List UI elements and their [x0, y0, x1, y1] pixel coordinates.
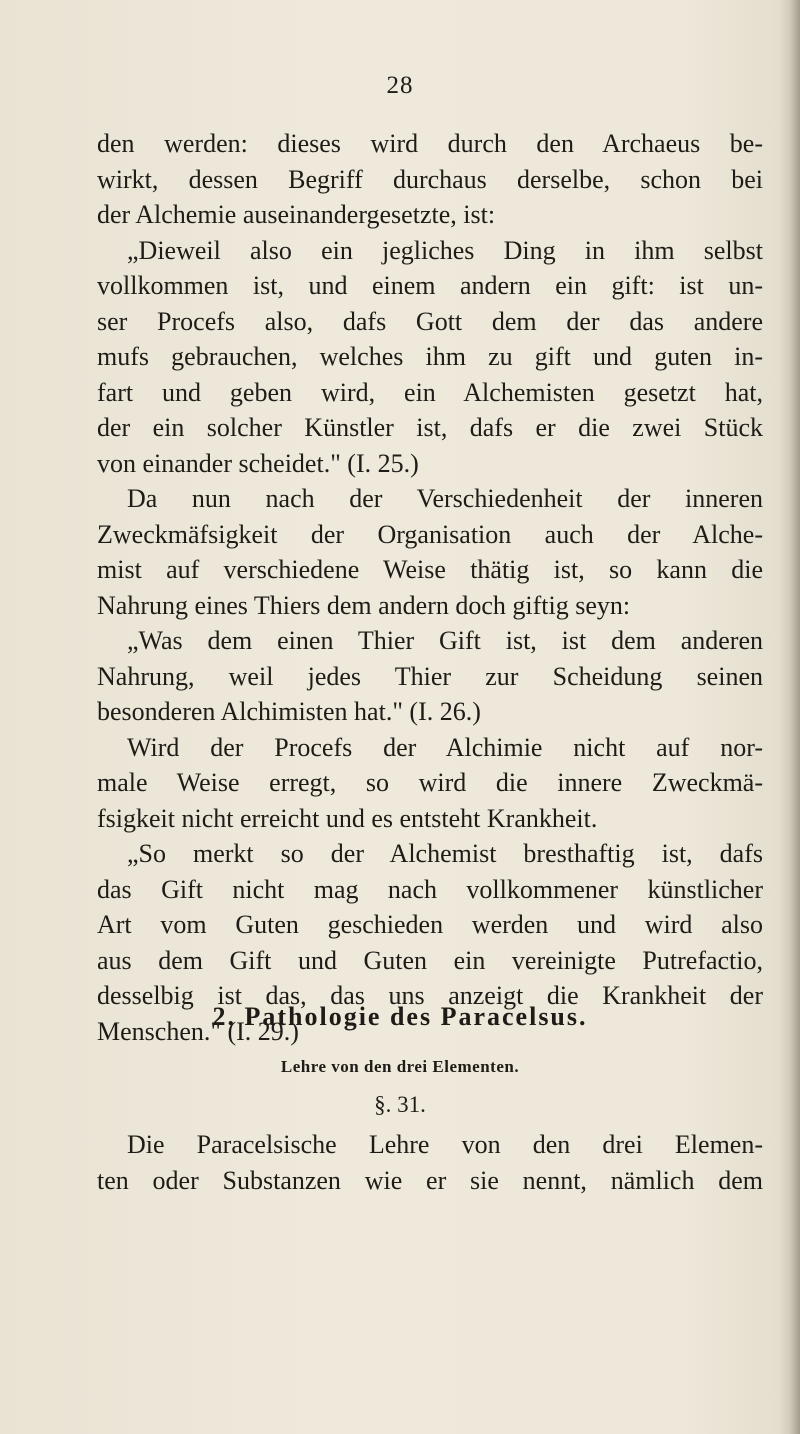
section-subheading: Lehre von den drei Elementen.	[280, 1057, 520, 1076]
text-line: mist auf verschiedene Weise thätig ist, so kann die	[97, 555, 763, 584]
text-line: fsigkeit nicht erreicht und es entsteht Krankheit.	[97, 803, 598, 833]
text-line: Nahrung eines Thiers dem andern doch giftig seyn:	[97, 590, 631, 620]
text-line: ser Procefs also, dafs Gott dem der das andere	[97, 306, 763, 336]
page-number: 28	[386, 72, 414, 99]
text-line: wirkt, dessen Begriff durchaus derselbe, schon bei	[97, 164, 763, 194]
section-heading: 2. Pathologie des Paracelsus.	[212, 1002, 588, 1031]
text-line: aus dem Gift und Guten ein vereinigte Putrefactio,	[97, 945, 763, 975]
text-line: das Gift nicht mag nach vollkommener künstlicher	[97, 874, 763, 904]
body-text-continued	[97, 1127, 763, 1198]
text-line: den werden: dieses wird durch den Archaeus be-	[97, 129, 763, 158]
text-line: Die Paracelsische Lehre von den drei Elemen-	[127, 1130, 763, 1159]
text-line: mufs gebrauchen, welches ihm zu gift und guten in-	[97, 342, 763, 371]
text-line: Da nun nach der Verschiedenheit der inneren	[127, 484, 763, 513]
paragraph-mark: §. 31.	[374, 1092, 426, 1117]
text-line: „So merkt so der Alchemist bresthaftig ist, dafs	[127, 839, 763, 868]
text-line: der ein solcher Künstler ist, dafs er die zwei Stück	[97, 413, 763, 442]
text-line: Art vom Guten geschieden werden und wird also	[97, 910, 763, 939]
text-line: vollkommen ist, und einem andern ein gift: ist un-	[97, 271, 763, 300]
text-line: besonderen Alchimisten hat." (I. 26.)	[97, 697, 481, 726]
text-line: von einander scheidet." (I. 25.)	[97, 448, 419, 478]
text-line: fart und geben wird, ein Alchemisten gesetzt hat,	[97, 377, 763, 407]
text-line: Wird der Procefs der Alchimie nicht auf nor-	[127, 732, 763, 762]
text-line: Menschen." (I. 29.)	[97, 1016, 299, 1046]
text-line: ten oder Substanzen wie er sie nennt, nämlich dem	[97, 1165, 763, 1195]
text-line: Nahrung, weil jedes Thier zur Scheidung seinen	[97, 661, 763, 691]
text-line: Zweckmäfsigkeit der Organisation auch der Alche-	[97, 519, 763, 549]
body-text	[97, 126, 763, 1049]
text-line: desselbig ist das, das uns anzeigt die Krankheit der	[97, 981, 763, 1010]
page-edge-shadow	[778, 0, 800, 1434]
text-line: der Alchemie auseinandergesetzte, ist:	[97, 200, 496, 229]
text-line: „Was dem einen Thier Gift ist, ist dem anderen	[127, 626, 763, 655]
text-line: male Weise erregt, so wird die innere Zweckmä-	[97, 768, 763, 797]
text-line: „Dieweil also ein jegliches Ding in ihm selbst	[127, 235, 763, 265]
